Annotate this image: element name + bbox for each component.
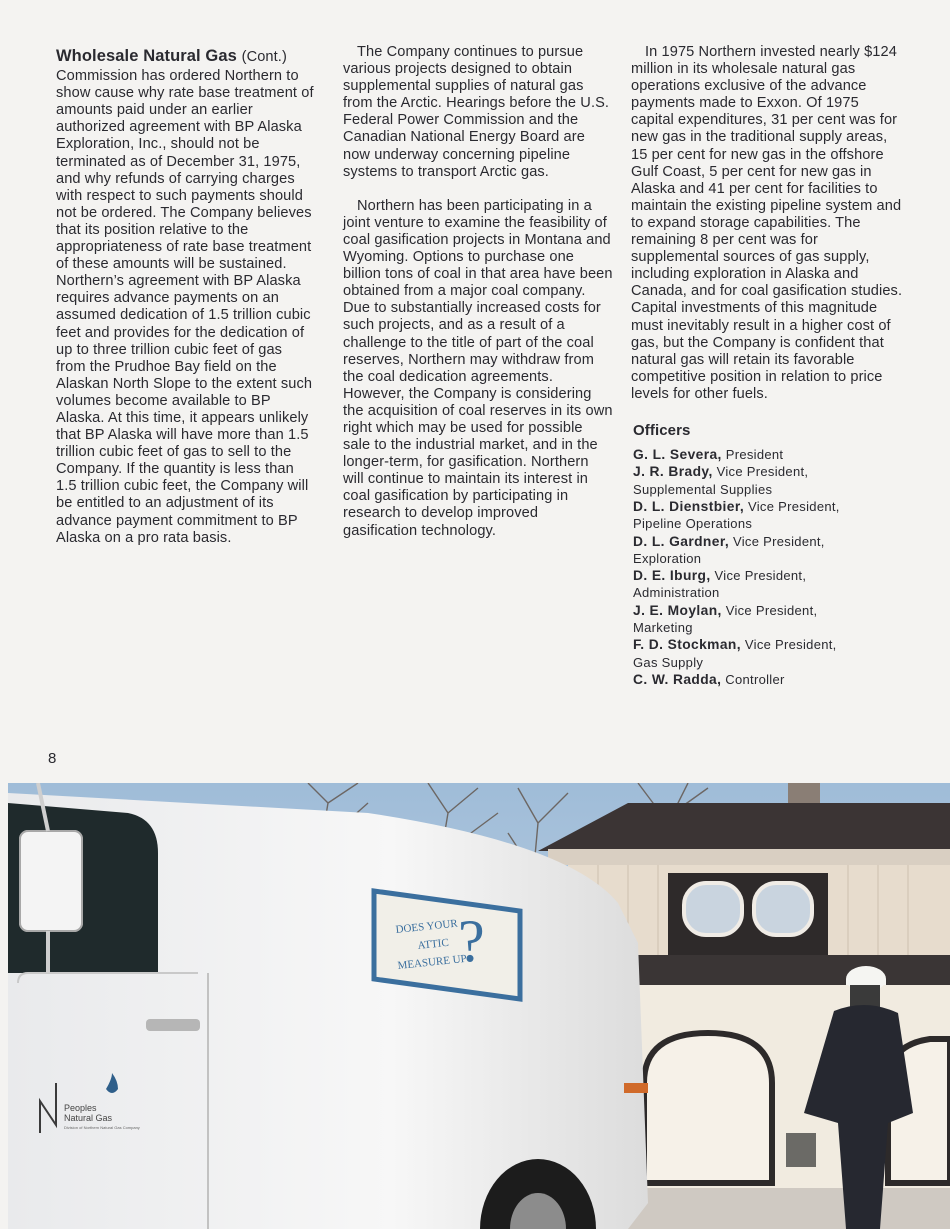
paragraph-coal-gasification: Northern has been participating in a joint venture to examine the feasibility of coal gasification projects in Montana and Wyoming. Options to purchase one billion tons of coal in that area have been obtained from a major coal company. Due to substantially increased costs for such projects, and as a result of a challenge to the title of part of the coal reserves, Northern may withdraw from the coal dedication agreements. However, the Company is considering the acquisition of coal reserves in its own right which may be used for possible sale to the industrial market, and in the longer-term, for gasification. Northern will continue to maintain its interest in coal gasification by participating in research to develop improved gasification technology. [343,197,613,539]
paragraph-arctic-supplies: The Company continues to pursue various projects designed to obtain supplemental supplies of natural gas from the Arctic. Hearings before the U.S. Federal Power Commission and the Canadian National Energy Board are now underway concerning pipeline systems to transport Arctic gas. [343,44,610,180]
officer-department: Marketing [633,620,693,636]
officer-title: Vice President, [716,464,809,480]
officer-department: Gas Supply [633,654,704,670]
paragraph-rate-base: Commission has ordered Northern to show cause why rate base treatment of amounts paid under an earlier authorized agreement with BP Alaska Exploration, Inc., should not be terminated as of December 31, 1975, and why refunds of carrying charges with respect to such payments should not be ordered. The Company believes that its position relative to the appropriateness of rate base treatment of these amounts will be sustained. Northern’s agreement with BP Alaska requires advance payments on an assumed dedication of 1.5 trillion cubic feet and provides for the dedication of up to three trillion cubic feet of gas from the Prudhoe Bay field on the Alaskan North Slope to the extent such volumes become available to BP Alaska. At this time, it appears unlikely that BP Alaska will have more than 1.5 trillion cubic feet of gas to sell to the Company. If the quantity is less than 1.5 trillion cubic feet, the Company will be entitled to an adjustment of its advance payment commitment to BP Alaska on a pro rata basis. [56,68,314,546]
text-column-middle [343,44,613,540]
officers-heading: Officers [633,421,691,439]
officer-entry [633,498,903,515]
officer-title: Controller [725,671,785,687]
officer-name: C. W. Radda, [633,671,722,687]
van-logo-line-1: Peoples [64,1103,97,1113]
officer-title: Vice President, [748,498,840,514]
sign-line-1: DOES YOUR [395,917,459,936]
text-column-right [631,44,903,688]
officer-title: President [725,447,784,463]
officer-name: J. R. Brady, [633,464,713,480]
officer-title: Vice President, [725,602,818,618]
officer-entry [633,463,903,480]
officer-entry [633,567,903,584]
page-number: 8 [48,750,57,767]
officer-name: G. L. Severa, [633,447,722,463]
sign-line-3: MEASURE UP [397,952,468,972]
van-logo-line-2: Natural Gas [64,1113,113,1123]
officer-title: Vice President, [714,568,807,584]
section-heading [56,48,314,66]
officer-name: D. E. Iburg, [633,568,711,584]
officer-title: Vice President, [744,637,837,653]
paragraph-capital-expenditures: In 1975 Northern invested nearly $124 million in its wholesale natural gas operations exclusive of the advance payments made to Exxon. Of 1975 capital expenditures, 31 per cent was for new gas in the traditional supply areas, 15 per cent for new gas in the offshore Gulf Coast, 5 per cent for new gas in Alaska and 41 per cent for facilities to maintain the existing pipeline system and to expand storage capabilities. The remaining 8 per cent was for supplemental sources of gas supply, including exploration in Alaska and Canada, and for coal gasification studies. Capital investments of this magnitude must inevitably result in a higher cost of gas, but the Company is confident that natural gas will retain its favorable competitive position in relation to price levels for other fuels. [631,44,903,402]
officer-entry [633,671,903,688]
section-title: Wholesale Natural Gas [56,47,237,65]
officer-entry [633,602,903,619]
section-title-continued: (Cont.) [241,49,287,65]
officer-name: J. E. Moylan, [633,602,722,618]
officer-department: Supplemental Supplies [633,481,773,497]
photo-van-and-house [8,783,950,1229]
officer-name: D. L. Dienstbier, [633,498,745,514]
officer-entry [633,446,903,463]
officer-entry [633,533,903,550]
officer-name: F. D. Stockman, [633,637,741,653]
officer-department: Pipeline Operations [633,516,753,532]
question-mark-icon: ? [458,908,485,974]
officer-name: D. L. Gardner, [633,533,730,549]
text-column-left [56,44,314,547]
officer-department: Exploration [633,550,702,566]
sign-line-2: ATTIC [417,936,450,952]
officer-title: Vice President, [733,533,825,549]
officer-department: Administration [633,585,720,601]
officers-list [631,446,903,688]
officer-entry [633,636,903,653]
van-logo-small-text: Division of Northern Natural Gas Company [64,1125,140,1130]
attic-sign [374,891,520,999]
